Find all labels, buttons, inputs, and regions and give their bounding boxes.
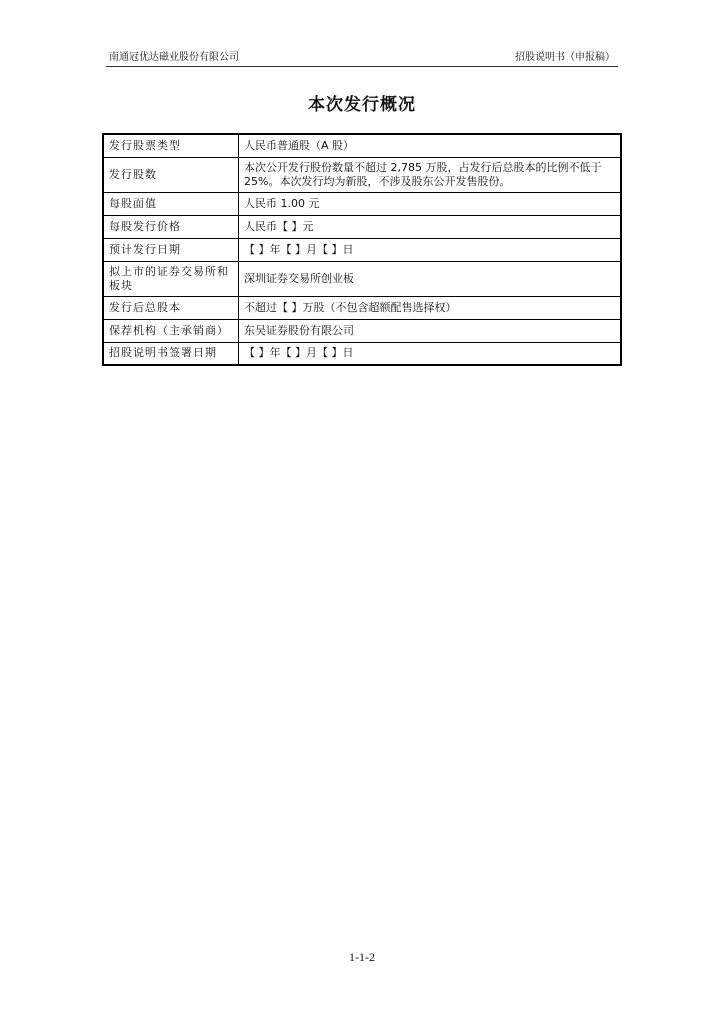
row-value: 人民币【 】元: [239, 215, 622, 238]
row-label: 每股发行价格: [103, 215, 239, 238]
offering-overview-table: [102, 133, 622, 366]
row-label: 保荐机构（主承销商）: [103, 319, 239, 342]
row-value: 东吴证券股份有限公司: [239, 319, 622, 342]
page-title: 本次发行概况: [308, 95, 416, 115]
row-label: 拟上市的证券交易所和板块: [103, 261, 239, 296]
header-company-name: 南通冠优达磁业股份有限公司: [109, 52, 239, 63]
table-row: [103, 238, 621, 261]
table-row: [103, 296, 621, 319]
page-number: 1-1-2: [349, 950, 375, 964]
row-value: 人民币 1.00 元: [239, 192, 622, 215]
table-row: [103, 215, 621, 238]
row-label: 每股面值: [103, 192, 239, 215]
table-row: [103, 261, 621, 296]
row-label: 发行后总股本: [103, 296, 239, 319]
page-header: [106, 52, 618, 67]
table-row: [103, 319, 621, 342]
row-label: 发行股数: [103, 157, 239, 192]
table-row: [103, 157, 621, 192]
row-value: 深圳证券交易所创业板: [239, 261, 622, 296]
row-label: 预计发行日期: [103, 238, 239, 261]
table-row: [103, 134, 621, 157]
row-value: 不超过【 】万股（不包含超额配售选择权）: [239, 296, 622, 319]
row-value: 本次公开发行股份数量不超过 2,785 万股，占发行后总股本的比例不低于 25%。本次发行均为新股，不涉及股东公开发售股份。: [239, 157, 622, 192]
row-label: 发行股票类型: [103, 134, 239, 157]
table-row: [103, 342, 621, 365]
table-row: [103, 192, 621, 215]
row-value: 【 】年【 】月【 】日: [239, 238, 622, 261]
header-document-type: 招股说明书（申报稿）: [515, 52, 615, 63]
row-value: 人民币普通股（A 股）: [239, 134, 622, 157]
row-label: 招股说明书签署日期: [103, 342, 239, 365]
row-value: 【 】年【 】月【 】日: [239, 342, 622, 365]
